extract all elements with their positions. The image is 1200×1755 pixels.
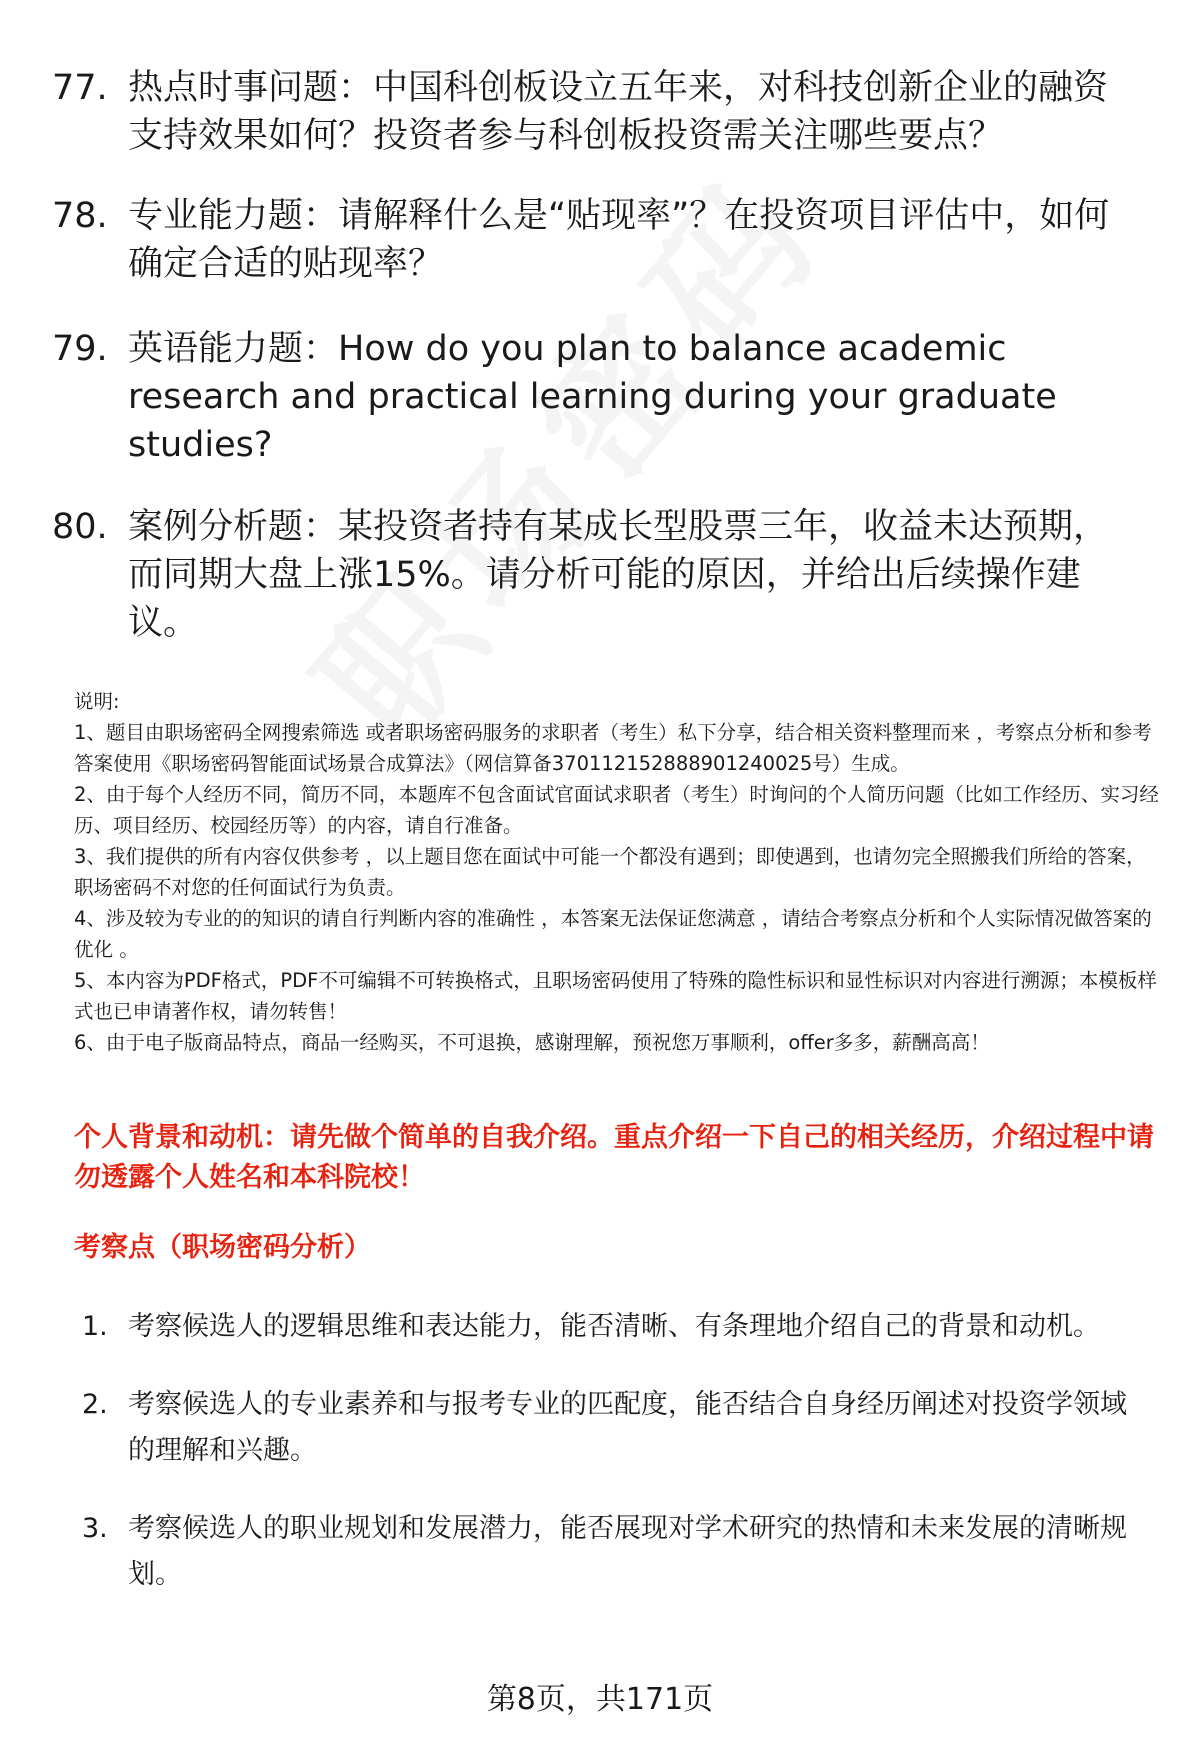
question-80 xyxy=(52,503,1142,647)
points-list xyxy=(82,1304,1148,1630)
notes-section xyxy=(74,686,1164,1058)
note-item: 2、由于每个人经历不同，简历不同，本题库不包含面试官面试求职者（考生）时询问的个人简历问题（比如工作经历、实习经历、项目经历、校园经历等）的内容，请自行准备。 xyxy=(74,783,1159,837)
page-footer: 第8页，共171页 xyxy=(486,1682,714,1717)
question-text: 英语能力题：How do you plan to balance academic research and practical learning during your graduate studies? xyxy=(128,329,1057,465)
question-77 xyxy=(52,64,1142,160)
question-number: 79. xyxy=(52,329,108,369)
list-item xyxy=(82,1506,1148,1598)
section-heading: 个人背景和动机：请先做个简单的自我介绍。重点介绍一下自己的相关经历，介绍过程中请勿透露个人姓名和本科院校！ xyxy=(74,1122,1154,1193)
point-number: 1. xyxy=(82,1311,108,1342)
question-number: 80. xyxy=(52,507,108,547)
point-text: 考察候选人的逻辑思维和表达能力，能否清晰、有条理地介绍自己的背景和动机。 xyxy=(128,1311,1100,1342)
question-79 xyxy=(52,325,1142,469)
point-number: 3. xyxy=(82,1513,108,1544)
section-subheading: 考察点（职场密码分析） xyxy=(74,1232,371,1263)
point-text: 考察候选人的专业素养和与报考专业的匹配度，能否结合自身经历阐述对投资学领域的理解和兴趣。 xyxy=(128,1389,1127,1466)
note-item: 3、我们提供的所有内容仅供参考 ，以上题目您在面试中可能一个都没有遇到；即使遇到，也请勿完全照搬我们所给的答案，职场密码不对您的任何面试行为负责。 xyxy=(74,845,1146,899)
notes-title: 说明: xyxy=(74,690,120,713)
note-item: 5、本内容为PDF格式，PDF不可编辑不可转换格式，且职场密码使用了特殊的隐性标识和显性标识对内容进行溯源；本模板样式也已申请著作权，请勿转售！ xyxy=(74,969,1157,1023)
note-item: 6、由于电子版商品特点，商品一经购买，不可退换，感谢理解，预祝您万事顺利，offer多多，薪酬高高！ xyxy=(74,1031,990,1054)
list-item xyxy=(82,1304,1148,1350)
question-text: 专业能力题：请解释什么是“贴现率”？在投资项目评估中，如何确定合适的贴现率？ xyxy=(128,196,1110,284)
note-item: 4、涉及较为专业的的知识的请自行判断内容的准确性 ，本答案无法保证您满意 ，请结合考察点分析和个人实际情况做答案的优化 。 xyxy=(74,907,1152,961)
question-number: 77. xyxy=(52,68,108,108)
question-text: 案例分析题：某投资者持有某成长型股票三年，收益未达预期，而同期大盘上涨15%。请分析可能的原因，并给出后续操作建议。 xyxy=(128,507,1109,643)
point-number: 2. xyxy=(82,1389,108,1420)
question-text: 热点时事问题：中国科创板设立五年来，对科技创新企业的融资支持效果如何？投资者参与科创板投资需关注哪些要点？ xyxy=(128,68,1109,156)
list-item xyxy=(82,1382,1148,1474)
question-number: 78. xyxy=(52,196,108,236)
question-78 xyxy=(52,192,1142,288)
note-item: 1、题目由职场密码全网搜索筛选 或者职场密码服务的求职者（考生）私下分享，结合相关资料整理而来 ，考察点分析和参考答案使用《职场密码智能面试场景合成算法》（网信算备370112152888901240025号）生成。 xyxy=(74,721,1152,775)
point-text: 考察候选人的职业规划和发展潜力，能否展现对学术研究的热情和未来发展的清晰规划。 xyxy=(128,1513,1127,1590)
